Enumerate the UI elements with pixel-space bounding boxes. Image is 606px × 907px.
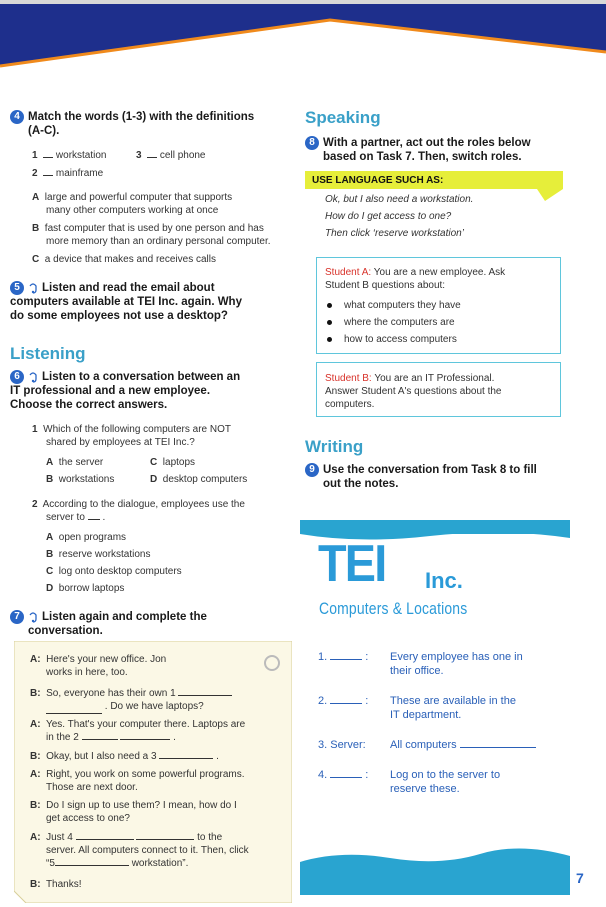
dialogue-line-6: B: Do I sign up to use them? I mean, how do I get access to one? — [30, 800, 237, 824]
task6-instruction: 6 Listen to a conversation between an IT professional and a new employee. Choose the correct answers. — [10, 371, 241, 412]
page-number: 7 — [576, 870, 584, 886]
q2-option-b: B reserve workstations — [46, 549, 151, 560]
bullet-1: what computers they have — [327, 299, 461, 312]
q2-option-c: C log onto desktop computers — [46, 566, 182, 577]
tei-logo: TEI — [318, 535, 386, 593]
dialogue-line-5: A: Right, you work on some powerful programs. Those are next door. — [30, 769, 245, 793]
q2-option-a: A open programs — [46, 532, 127, 543]
q1-option-a: A the server — [46, 457, 104, 468]
audio-icon — [28, 371, 38, 383]
audio-icon — [28, 611, 38, 623]
listening-heading: Listening — [10, 344, 86, 363]
header-banner — [0, 0, 606, 72]
tei-logo-inc: Inc. — [425, 568, 463, 593]
example-phrase-1: Ok, but I also need a workstation. — [325, 194, 474, 205]
task7-instruction: 7 Listen again and complete the conversation. — [10, 610, 290, 638]
task7-number: 7 — [10, 610, 24, 624]
audio-icon — [28, 282, 38, 294]
blank-3[interactable] — [159, 758, 213, 759]
word-row-1: 1 workstation — [32, 150, 107, 161]
dialogue-line-2: B: So, everyone has their own 1 . Do we have laptops? — [30, 687, 232, 714]
blank-4[interactable] — [76, 839, 134, 840]
speaking-heading: Speaking — [305, 108, 381, 127]
question-2: 2 According to the dialogue, employees use the server to . — [32, 499, 245, 523]
student-b-text: Student B: You are an IT Professional. Answer Student A's questions about the computers. — [325, 373, 502, 410]
q1-option-b: B workstations — [46, 474, 115, 485]
task5-number: 5 — [10, 281, 24, 295]
task9-instruction: 9 Use the conversation from Task 8 to fill out the notes. — [305, 463, 595, 491]
q1-option-d: D desktop computers — [150, 474, 248, 485]
note-1: 1. : Every employee has one in their office. — [318, 651, 523, 677]
blank-1[interactable] — [178, 695, 232, 696]
q1-option-c: C laptops — [150, 457, 196, 468]
task9-number: 9 — [305, 463, 319, 477]
note-4: 4. : Log on to the server to reserve these. — [318, 769, 501, 795]
blank-5[interactable] — [55, 865, 129, 866]
definition-c: C a device that makes and receives calls — [32, 254, 216, 265]
language-tag: USE LANGUAGE SUCH AS: — [312, 175, 444, 186]
student-a-text: Student A: You are a new employee. Ask Student B questions about: — [325, 267, 506, 291]
dialogue-line-7: A: Just 4 to the server. All computers connect to it. Then, click “5 workstation”. — [30, 832, 249, 869]
dialogue-line-3: A: Yes. That's your computer there. Laptops are in the 2 . — [30, 719, 246, 743]
question-1: 1 Which of the following computers are NOT shared by employees at TEI Inc.? — [32, 424, 231, 448]
notes-subtitle: Computers & Locations — [319, 599, 468, 618]
task5-instruction: 5 Listen and read the email about computers available at TEI Inc. again. Why do some employees not use a desktop? — [10, 282, 242, 323]
writing-heading: Writing — [305, 437, 364, 456]
task4-instruction: 4 Match the words (1-3) with the definitions (A-C). — [10, 110, 290, 138]
bullet-3: how to access computers — [327, 333, 457, 346]
q2-option-d: D borrow laptops — [46, 583, 125, 594]
example-phrase-3: Then click ‘reserve workstation’ — [325, 228, 464, 239]
bullet-2: where the computers are — [327, 316, 455, 329]
word-row-2: 2 mainframe — [32, 168, 104, 179]
dialogue-line-8: B: Thanks! — [30, 879, 82, 890]
word-row-3: 3 cell phone — [136, 150, 206, 161]
blank-2[interactable] — [82, 739, 118, 740]
note-2: 2. : These are available in the IT department. — [318, 695, 516, 721]
task6-number: 6 — [10, 370, 24, 384]
task4-number: 4 — [10, 110, 24, 124]
dialogue-line-4: B: Okay, but I also need a 3 . — [30, 751, 219, 762]
note-3: 3. Server: All computers — [318, 738, 558, 752]
task8-instruction: 8 With a partner, act out the roles below based on Task 7. Then, switch roles. — [305, 136, 595, 164]
dialogue-line-1: A: Here's your new office. Jon works in here, too. — [30, 654, 167, 678]
definition-b: B fast computer that is used by one person and has more memory than an ordinary personal computer. — [32, 223, 271, 247]
example-phrase-2: How do I get access to one? — [325, 211, 452, 222]
task8-number: 8 — [305, 136, 319, 150]
definition-a: A large and powerful computer that supports many other computers working at once — [32, 192, 233, 216]
blank-1-cont[interactable] — [46, 700, 102, 714]
